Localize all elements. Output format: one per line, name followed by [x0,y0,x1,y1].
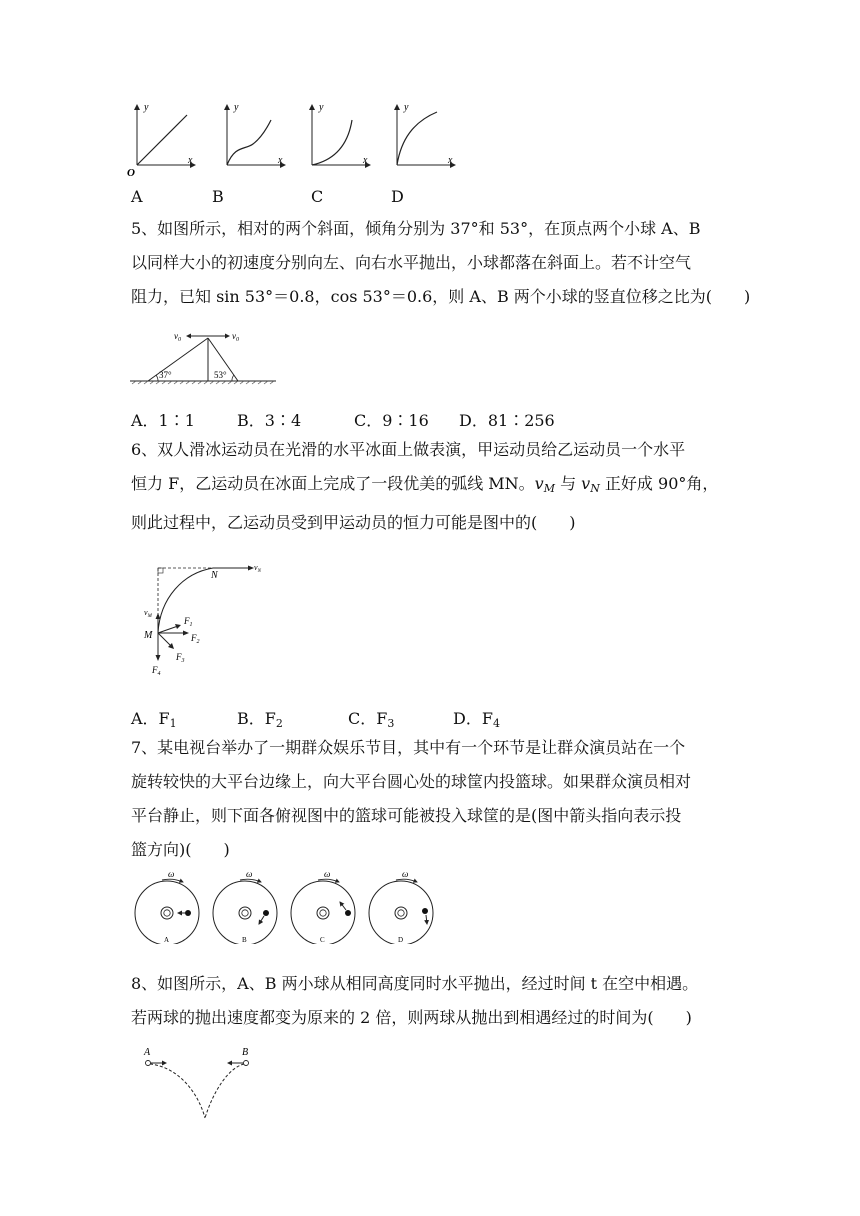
q6-line2-c: 正好成 90°角， [599,474,719,493]
q6-line2 [131,467,751,506]
q5-option-d[interactable]: D．81∶256 [459,411,555,430]
graph-a-origin: O [127,167,135,179]
q7-label-b: B [242,936,247,944]
q6-fig-f1: $F_1$ [184,616,193,628]
q6-fig-f4: $F_4$ [152,665,161,677]
q7-omega-c: ω [324,869,331,879]
q6-option-d[interactable]: D．$F_4$ [453,709,500,730]
graph-b [227,102,285,166]
q7-line2: 旋转较快的大平台边缘上，向大平台圆心处的球筐内投篮球。如果群众演员相对 [131,772,692,791]
q6-figure [138,558,273,683]
q6-fig-m: M [144,630,153,641]
q6-line2-a: 恒力 F，乙运动员在冰面上完成了一段优美的弧线 MN。 [131,474,535,493]
q5-line2: 以同样大小的初速度分别向左、向右水平抛出，小球都落在斜面上。若不计空气 [131,253,692,272]
q5-fig-angle-37: 37° [159,370,172,380]
graph-c [312,102,370,166]
q6-figure-svg [138,558,273,683]
q6-fig-f2: $F_2$ [191,633,200,645]
q5-option-a[interactable]: A．1∶1 [131,411,195,430]
q7-fig-a [135,869,199,944]
q5-figure-svg [128,326,278,388]
q5-figure [128,326,278,388]
graph-a-y-label: y [144,102,149,113]
q6-fig-vn: $v_N$ [254,563,261,574]
graph-a-x-label: x [188,155,193,166]
q7-figures-svg [128,866,448,944]
q6-vn: $v_N$ [581,474,600,495]
graph-a [127,102,195,179]
q7-omega-b: ω [246,869,253,879]
q5-fig-v0-right: $v_0$ [232,331,239,343]
q5-fig-angle-53: 53° [214,370,227,380]
q5-option-b[interactable]: B．3∶4 [237,411,302,430]
graph-b-y-label: y [234,102,239,113]
q4-label-c: C [311,187,324,206]
graph-c-x-label: x [363,155,368,166]
graph-d [397,102,455,166]
q8-fig-a: A [144,1047,151,1058]
q6-vm: $v_M$ [534,474,555,495]
q8-text [131,967,751,1035]
q6-option-b[interactable]: B．$F_2$ [237,709,283,730]
q4-graphs-svg [125,100,465,180]
q7-line4: 篮方向)( ) [131,840,230,859]
q7-omega-a: ω [168,869,175,879]
graph-b-x-label: x [278,155,283,166]
q7-line1: 7、某电视台举办了一期群众娱乐节目，其中有一个环节是让群众演员站在一个 [131,738,686,757]
q6-option-a[interactable]: A．$F_1$ [131,709,177,730]
q7-text [131,731,751,867]
q5-line1: 5、如图所示，相对的两个斜面，倾角分别为 37°和 53°，在顶点两个小球 A、B [131,219,701,238]
q8-fig-b: B [242,1047,249,1058]
q7-omega-d: ω [402,869,409,879]
q7-label-c: C [320,936,325,944]
q6-option-c[interactable]: C．$F_3$ [348,709,395,730]
q6-line1: 6、双人滑冰运动员在光滑的水平冰面上做表演，甲运动员给乙运动员一个水平 [131,440,686,459]
q6-text [131,433,751,540]
q7-label-a: A [164,936,170,944]
q8-line2: 若两球的抛出速度都变为原来的 2 倍，则两球从抛出到相遇经过的时间为( ) [131,1008,692,1027]
graph-d-x-label: x [448,155,453,166]
q6-fig-vm: $v_M$ [144,608,152,619]
q7-label-d: D [398,936,404,944]
q4-label-a: A [131,187,143,206]
graph-c-y-label: y [319,102,324,113]
q8-line1: 8、如图所示，A、B 两小球从相同高度同时水平抛出，经过时间 t 在空中相遇。 [131,974,699,993]
q5-text [131,212,751,314]
q5-line3: 阻力，已知 sin 53°＝0.8，cos 53°＝0.6，则 A、B 两个小球的竖直位移之比为( ) [131,287,751,306]
q5-option-c[interactable]: C．9∶16 [354,411,429,430]
q4-label-d: D [391,187,404,206]
q6-fig-n: N [211,570,218,581]
q6-line2-b: 与 [554,474,582,493]
q8-figure [138,1042,268,1122]
q7-fig-c [291,869,355,944]
q7-figures [128,866,448,944]
q8-figure-svg [138,1042,268,1122]
q6-line3: 则此过程中，乙运动员受到甲运动员的恒力可能是图中的( ) [131,513,576,532]
q4-graphs [125,100,465,180]
graph-d-y-label: y [404,102,409,113]
q6-fig-f3: $F_3$ [176,652,185,664]
q7-line3: 平台静止，则下面各俯视图中的篮球可能被投入球筐的是(图中箭头指向表示投 [131,806,682,825]
q7-fig-d [369,869,433,944]
q5-fig-v0-left: $v_0$ [174,331,181,343]
q7-fig-b [213,869,277,944]
q4-label-b: B [212,187,224,206]
